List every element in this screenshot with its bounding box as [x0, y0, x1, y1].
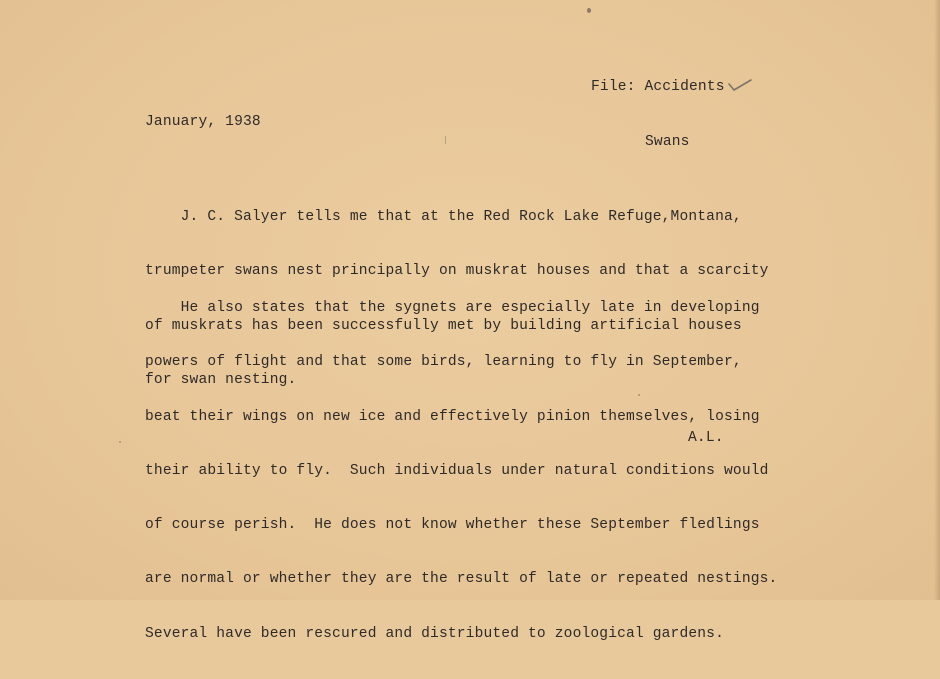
paragraph-2-line: their ability to fly. Such individuals under natural conditions would — [145, 462, 769, 479]
paragraph-2-line: Several have been rescured and distributed to zoological gardens. — [145, 625, 724, 642]
file-label — [591, 42, 753, 188]
page-edge-shadow — [934, 0, 940, 600]
paragraph-1-line: of muskrats has been successfully met by building artificial houses — [145, 317, 742, 334]
paragraph-2-line: powers of flight and that some birds, learning to fly in September, — [145, 354, 742, 371]
paper-speck — [587, 8, 591, 13]
paragraph-2 — [145, 263, 777, 679]
pencil-checkmark-icon — [727, 78, 753, 92]
signature-initials: A.L. — [688, 430, 724, 446]
paragraph-1-line: trumpeter swans nest principally on muskrat houses and that a scarcity — [145, 263, 769, 280]
paper-speck — [638, 394, 640, 396]
paragraph-2-line: of course perish. He does not know whether these September fledlings — [145, 517, 760, 534]
file-label-line-1 — [591, 78, 753, 97]
paragraph-1-line: J. C. Salyer tells me that at the Red Rock Lake Refuge,Montana, — [145, 209, 742, 225]
paper-speck — [445, 136, 446, 144]
file-label-accidents: File: Accidents — [591, 79, 725, 95]
paragraph-2-line: beat their wings on new ice and effectively pinion themselves, losing — [145, 408, 760, 425]
paragraph-1-line: for swan nesting. — [145, 371, 297, 388]
paper-speck — [119, 441, 121, 443]
file-label-line-2 — [591, 133, 753, 152]
paragraph-2-line: He also states that the sygnets are especially late in developing — [145, 300, 760, 316]
paragraph-2-line: are normal or whether they are the result of late or repeated nestings. — [145, 571, 778, 588]
document-date: January, 1938 — [145, 114, 261, 130]
file-label-swans: Swans — [645, 134, 690, 150]
